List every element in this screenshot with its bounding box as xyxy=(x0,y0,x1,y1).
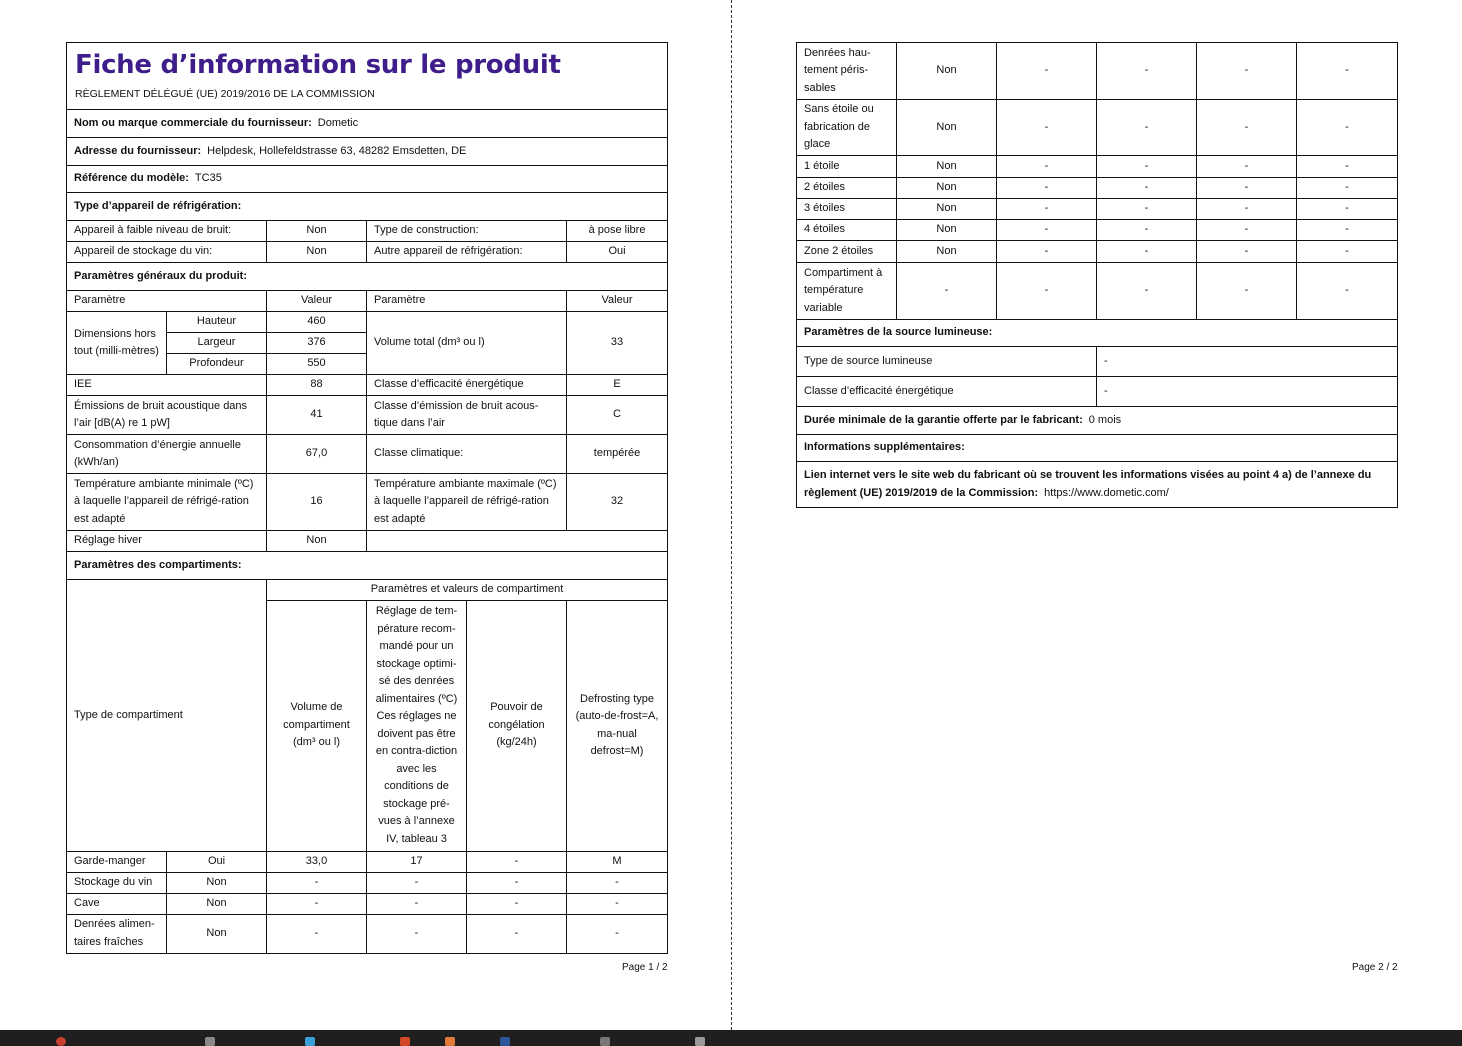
table-row xyxy=(797,220,1398,241)
page-number-1: Page 1 / 2 xyxy=(622,962,668,973)
table-row xyxy=(797,100,1398,156)
compartment-defrost: - xyxy=(1297,156,1398,178)
compartment-present: Non xyxy=(167,893,267,914)
compartment-present: Non xyxy=(167,872,267,893)
compartment-volume: - xyxy=(997,263,1097,320)
compartment-defrost: - xyxy=(1297,100,1398,156)
light-type-value: - xyxy=(1097,347,1398,377)
param-column-header: Paramètre xyxy=(67,291,267,312)
warranty-row: Durée minimale de la garantie offerte par le fabricant: 0 mois xyxy=(797,407,1398,435)
compartment-present: Oui xyxy=(167,851,267,872)
model-reference: TC35 xyxy=(194,172,222,185)
compartment-volume: - xyxy=(997,199,1097,220)
compartment-present: Non xyxy=(897,199,997,220)
compartment-name: Stockage du vin xyxy=(67,872,167,893)
product-info-sheet-page-1 xyxy=(66,42,668,954)
compartment-temp: - xyxy=(367,914,467,953)
compartment-defrost: - xyxy=(1297,241,1398,263)
low-noise-label: Appareil à faible niveau de bruit: xyxy=(67,221,267,242)
min-temp-label: Température ambiante minimale (ºC) à laquelle l’appareil de réfrigé-ration est adapté xyxy=(67,474,267,531)
compartment-freeze: - xyxy=(467,893,567,914)
compartment-volume: - xyxy=(997,156,1097,178)
appliance-type-heading: Type d’appareil de réfrigération: xyxy=(67,193,668,221)
total-volume-value: 33 xyxy=(567,312,668,375)
compartment-freeze: - xyxy=(1197,156,1297,178)
compartment-temp-header: Réglage de tem-pérature recom-mandé pour un stockage optimi-sé des denrées alimentaires (ºC) Ces réglages ne doivent pas être en contra-diction avec les conditions de stockage pré-vues à l’annexe IV, tableau 3 xyxy=(367,600,467,851)
supplier-name-row: Nom ou marque commerciale du fournisseur: Dometic xyxy=(67,110,668,138)
total-volume-label: Volume total (dm³ ou l) xyxy=(367,312,567,375)
light-type-label: Type de source lumineuse xyxy=(797,347,1097,377)
height-value: 460 xyxy=(267,312,367,333)
depth-label: Profondeur xyxy=(167,354,267,375)
compartment-freeze: - xyxy=(1197,43,1297,100)
compartment-name: 2 étoiles xyxy=(797,178,897,199)
empty-cell xyxy=(367,531,668,552)
taskbar-app-icon[interactable] xyxy=(695,1037,705,1046)
table-row xyxy=(797,43,1398,100)
compartment-present: - xyxy=(897,263,997,320)
taskbar-app-icon[interactable] xyxy=(600,1037,610,1046)
compartment-temp: - xyxy=(1097,178,1197,199)
compartment-defrost-header: Defrosting type (auto-de-frost=A, ma-nual defrost=M) xyxy=(567,600,668,851)
depth-value: 550 xyxy=(267,354,367,375)
energy-class-label: Classe d’efficacité énergétique xyxy=(367,375,567,396)
wine-storage-label: Appareil de stockage du vin: xyxy=(67,242,267,263)
noise-label: Émissions de bruit acoustique dans l’air [dB(A) re 1 pW] xyxy=(67,396,267,435)
compartment-volume: - xyxy=(997,43,1097,100)
iee-value: 88 xyxy=(267,375,367,396)
max-temp-label: Température ambiante maximale (ºC) à laquelle l’appareil de réfrigé-ration est adapté xyxy=(367,474,567,531)
table-row xyxy=(67,851,668,872)
min-temp-value: 16 xyxy=(267,474,367,531)
compartment-temp: - xyxy=(1097,199,1197,220)
warranty-value: 0 mois xyxy=(1088,413,1122,426)
table-row xyxy=(797,263,1398,320)
document-title: Fiche d’information sur le produit xyxy=(75,50,561,81)
construction-label: Type de construction: xyxy=(367,221,567,242)
climate-class-value: tempérée xyxy=(567,435,668,474)
regulation-subtitle: RÈGLEMENT DÉLÉGUÉ (UE) 2019/2016 DE LA COMMISSION xyxy=(75,88,375,101)
compartment-volume-header: Volume de compartiment (dm³ ou l) xyxy=(267,600,367,851)
table-row xyxy=(797,241,1398,263)
compartment-defrost: - xyxy=(1297,220,1398,241)
compartment-present: Non xyxy=(897,43,997,100)
compartment-present: Non xyxy=(897,156,997,178)
additional-info-heading: Informations supplémentaires: xyxy=(797,435,1398,462)
compartment-freeze: - xyxy=(1197,241,1297,263)
taskbar-app-icon[interactable] xyxy=(500,1037,510,1046)
compartment-volume: - xyxy=(997,100,1097,156)
compartment-temp: 17 xyxy=(367,851,467,872)
sheet-header xyxy=(67,43,668,110)
general-params-heading: Paramètres généraux du produit: xyxy=(67,263,668,291)
other-appliance-value: Oui xyxy=(567,242,668,263)
compartment-freeze: - xyxy=(1197,100,1297,156)
compartment-freeze: - xyxy=(1197,263,1297,320)
compartment-defrost: M xyxy=(567,851,668,872)
compartment-defrost: - xyxy=(1297,263,1398,320)
table-row xyxy=(67,893,668,914)
compartment-defrost: - xyxy=(1297,178,1398,199)
compartment-temp: - xyxy=(1097,220,1197,241)
compartment-temp: - xyxy=(367,872,467,893)
width-value: 376 xyxy=(267,333,367,354)
construction-value: à pose libre xyxy=(567,221,668,242)
supplier-name: Dometic xyxy=(317,116,359,129)
noise-class-value: C xyxy=(567,396,668,435)
compartment-freeze: - xyxy=(1197,220,1297,241)
taskbar-app-icon[interactable] xyxy=(400,1037,410,1046)
supplier-address-row: Adresse du fournisseur: Helpdesk, Hollefeldstrasse 63, 48282 Emsdetten, DE xyxy=(67,138,668,166)
compartment-present: Non xyxy=(897,220,997,241)
winter-setting-value: Non xyxy=(267,531,367,552)
light-class-label: Classe d’efficacité énergétique xyxy=(797,377,1097,407)
height-label: Hauteur xyxy=(167,312,267,333)
noise-class-label: Classe d’émission de bruit acous-tique dans l’air xyxy=(367,396,567,435)
compartment-defrost: - xyxy=(567,893,668,914)
compartment-present: Non xyxy=(897,100,997,156)
compartment-name: Compartiment à température variable xyxy=(797,263,897,320)
table-row xyxy=(797,178,1398,199)
taskbar-app-icon[interactable] xyxy=(205,1037,215,1046)
compartment-volume: 33,0 xyxy=(267,851,367,872)
climate-class-label: Classe climatique: xyxy=(367,435,567,474)
compartment-name: Denrées hau-tement péris-sables xyxy=(797,43,897,100)
compartment-temp: - xyxy=(1097,241,1197,263)
compartment-defrost: - xyxy=(567,872,668,893)
value-column-header: Valeur xyxy=(267,291,367,312)
compartment-temp: - xyxy=(1097,43,1197,100)
taskbar-app-icon[interactable] xyxy=(305,1037,315,1046)
manufacturer-link[interactable]: https://www.dometic.com/ xyxy=(1044,486,1169,499)
table-row xyxy=(67,914,668,953)
compartments-heading: Paramètres des compartiments: xyxy=(67,552,668,580)
compartment-defrost: - xyxy=(1297,199,1398,220)
annual-consumption-value: 67,0 xyxy=(267,435,367,474)
iee-label: IEE xyxy=(67,375,267,396)
compartment-freeze: - xyxy=(1197,178,1297,199)
compartment-type-label: Type de compartiment xyxy=(67,580,267,852)
table-row xyxy=(797,156,1398,178)
compartment-temp: - xyxy=(1097,263,1197,320)
compartment-freeze: - xyxy=(467,851,567,872)
page-divider xyxy=(731,0,732,1030)
compartment-freeze: - xyxy=(467,872,567,893)
value-column-header-2: Valeur xyxy=(567,291,668,312)
compartment-volume: - xyxy=(267,872,367,893)
other-appliance-label: Autre appareil de réfrigération: xyxy=(367,242,567,263)
compartment-name: 4 étoiles xyxy=(797,220,897,241)
compartment-present: Non xyxy=(167,914,267,953)
compartment-name: Garde-manger xyxy=(67,851,167,872)
model-reference-row: Référence du modèle: TC35 xyxy=(67,166,668,193)
compartment-temp: - xyxy=(367,893,467,914)
compartment-name: 3 étoiles xyxy=(797,199,897,220)
compartment-temp: - xyxy=(1097,156,1197,178)
compartment-present: Non xyxy=(897,241,997,263)
compartment-volume: - xyxy=(267,893,367,914)
compartment-name: Zone 2 étoiles xyxy=(797,241,897,263)
dimensions-label: Dimensions hors tout (milli-mètres) xyxy=(67,312,167,375)
energy-class-value: E xyxy=(567,375,668,396)
compartment-defrost: - xyxy=(567,914,668,953)
max-temp-value: 32 xyxy=(567,474,668,531)
table-row xyxy=(797,199,1398,220)
width-label: Largeur xyxy=(167,333,267,354)
supplier-address: Helpdesk, Hollefeldstrasse 63, 48282 Emsdetten, DE xyxy=(207,144,467,157)
manufacturer-link-row: Lien internet vers le site web du fabricant où se trouvent les informations visées au point 4 a) de l’annexe du règlement (UE) 2019/2019 de la Commission: https://www.dometic.com/ xyxy=(797,462,1398,508)
annual-consumption-label: Consommation d’énergie annuelle (kWh/an) xyxy=(67,435,267,474)
light-source-heading: Paramètres de la source lumineuse: xyxy=(797,320,1398,347)
compartment-volume: - xyxy=(997,178,1097,199)
noise-value: 41 xyxy=(267,396,367,435)
product-info-sheet-page-2 xyxy=(796,42,1398,508)
wine-storage-value: Non xyxy=(267,242,367,263)
compartment-freeze-header: Pouvoir de congélation (kg/24h) xyxy=(467,600,567,851)
compartment-volume: - xyxy=(267,914,367,953)
low-noise-value: Non xyxy=(267,221,367,242)
page-number-2: Page 2 / 2 xyxy=(1352,962,1398,973)
table-row xyxy=(67,872,668,893)
taskbar xyxy=(0,1030,1462,1046)
compartment-name: 1 étoile xyxy=(797,156,897,178)
compartment-present: Non xyxy=(897,178,997,199)
param-column-header-2: Paramètre xyxy=(367,291,567,312)
taskbar-app-icon[interactable] xyxy=(56,1037,66,1046)
winter-setting-label: Réglage hiver xyxy=(67,531,267,552)
compartment-volume: - xyxy=(997,220,1097,241)
compartment-freeze: - xyxy=(467,914,567,953)
compartment-name: Cave xyxy=(67,893,167,914)
compartment-freeze: - xyxy=(1197,199,1297,220)
compartment-temp: - xyxy=(1097,100,1197,156)
light-class-value: - xyxy=(1097,377,1398,407)
compartment-volume: - xyxy=(997,241,1097,263)
taskbar-app-icon[interactable] xyxy=(445,1037,455,1046)
compartment-defrost: - xyxy=(1297,43,1398,100)
compartment-name: Sans étoile ou fabrication de glace xyxy=(797,100,897,156)
compartment-name: Denrées alimen-taires fraîches xyxy=(67,914,167,953)
compartment-params-header: Paramètres et valeurs de compartiment xyxy=(267,580,668,601)
